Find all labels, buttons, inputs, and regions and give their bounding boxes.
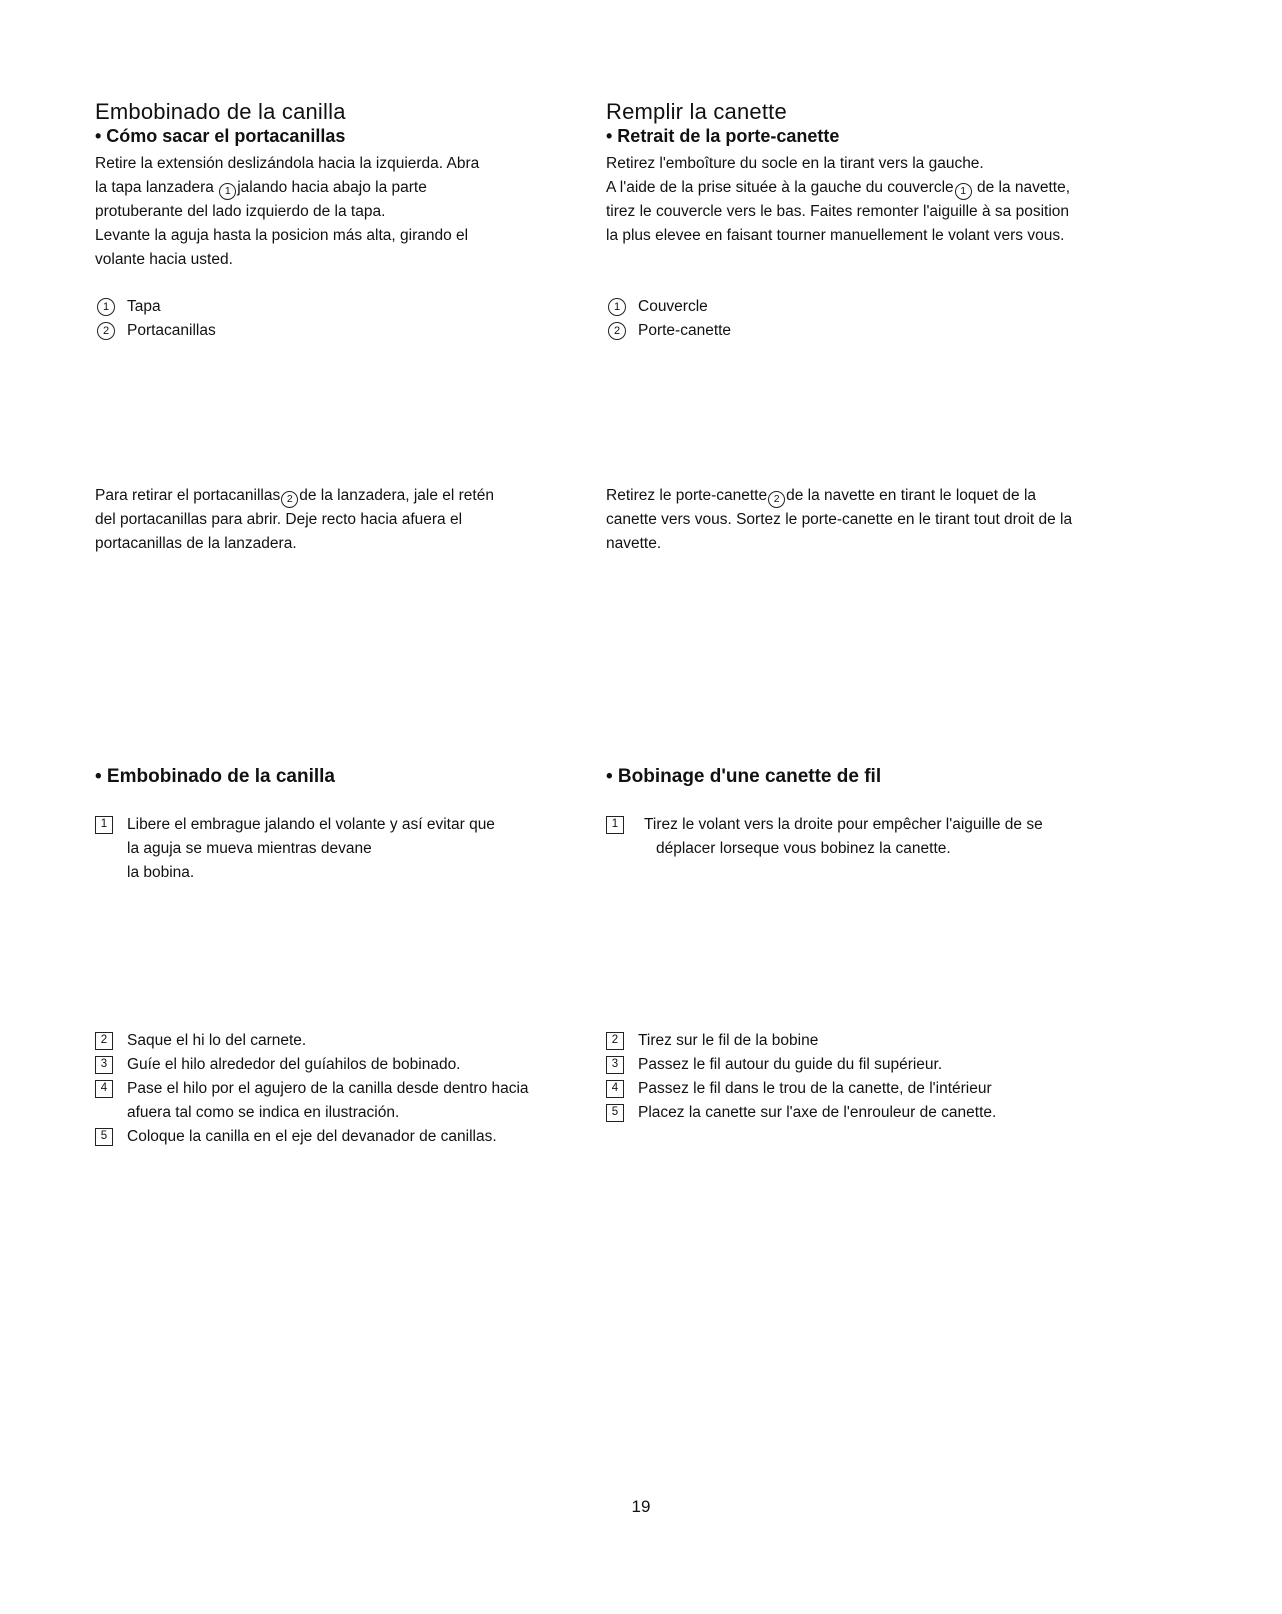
step-item bbox=[606, 1101, 1206, 1125]
step-line: Pase el hilo por el agujero de la canilla desde dentro hacia bbox=[127, 1080, 529, 1097]
step-item bbox=[606, 1053, 1206, 1077]
fr-section1-heading: • Retrait de la porte-canette bbox=[606, 126, 840, 146]
step-item bbox=[606, 1029, 1206, 1053]
step-item bbox=[95, 1125, 595, 1149]
step-text bbox=[638, 1077, 992, 1101]
callout-2-icon: 2 bbox=[768, 491, 785, 508]
es-s1-line: volante hacia usted. bbox=[95, 251, 233, 268]
step-item bbox=[606, 813, 1206, 861]
fr-s1-text: de la navette, bbox=[976, 179, 1071, 196]
step-text bbox=[127, 1125, 497, 1149]
legend-item bbox=[606, 295, 731, 319]
step-line: Passez le fil autour du guide du fil supérieur. bbox=[638, 1056, 943, 1073]
fr-p2-line: navette. bbox=[606, 535, 662, 552]
es-p2-text: de la lanzadera, jale el retén bbox=[299, 487, 494, 504]
es-p2-line: del portacanillas para abrir. Deje recto hacia afuera el bbox=[95, 511, 463, 528]
fr-steps bbox=[606, 1029, 1206, 1125]
step-number-icon: 2 bbox=[95, 1032, 113, 1050]
step-number-icon: 5 bbox=[606, 1104, 624, 1122]
step-item bbox=[95, 1029, 595, 1053]
step-line: Saque el hi lo del carnete. bbox=[127, 1032, 307, 1049]
step-line: la bobina. bbox=[127, 864, 195, 881]
step-number-icon: 3 bbox=[606, 1056, 624, 1074]
es-section1-text bbox=[95, 152, 625, 272]
fr-p2-text: de la navette en tirant le loquet de la bbox=[786, 487, 1037, 504]
fr-p2-line: canette vers vous. Sortez le porte-canette en le tirant tout droit de la bbox=[606, 511, 1073, 528]
callout-2-icon: 2 bbox=[97, 322, 115, 340]
fr-header bbox=[606, 99, 1136, 147]
es-s1-line: Levante la aguja hasta la posicion más alta, girando el bbox=[95, 227, 469, 244]
step-line: Coloque la canilla en el eje del devanador de canillas. bbox=[127, 1128, 497, 1145]
step-line: Tirez sur le fil de la bobine bbox=[638, 1032, 819, 1049]
fr-p2-line bbox=[606, 484, 1206, 508]
step-item bbox=[95, 1077, 595, 1125]
step-line: Placez la canette sur l'axe de l'enrouleur de canette. bbox=[638, 1104, 997, 1121]
callout-2-icon: 2 bbox=[281, 491, 298, 508]
es-s1-line: Retire la extensión deslizándola hacia la izquierda. Abra bbox=[95, 155, 480, 172]
step-line: la aguja se mueva mientras devane bbox=[127, 840, 372, 857]
step-number-icon: 5 bbox=[95, 1128, 113, 1146]
es-step1 bbox=[95, 813, 625, 885]
step-number-icon: 1 bbox=[606, 816, 624, 834]
legend-item bbox=[95, 319, 216, 343]
page-number: 19 bbox=[631, 1497, 651, 1516]
step-text bbox=[638, 1101, 996, 1125]
callout-1-icon: 1 bbox=[97, 298, 115, 316]
fr-s1-line: tirez le couvercle vers le bas. Faites remonter l'aiguille à sa position bbox=[606, 203, 1070, 220]
step-item bbox=[95, 1053, 595, 1077]
legend-label: Porte-canette bbox=[638, 322, 732, 339]
fr-legend bbox=[606, 295, 731, 343]
fr-section1-text bbox=[606, 152, 1206, 248]
es-header bbox=[95, 99, 625, 147]
step-number-icon: 3 bbox=[95, 1056, 113, 1074]
legend-item bbox=[95, 295, 216, 319]
es-p2-line: portacanillas de la lanzadera. bbox=[95, 535, 297, 552]
legend-label: Couvercle bbox=[638, 298, 708, 315]
fr-section2-heading: • Bobinage d'une canette de fil bbox=[606, 766, 882, 787]
step-number-icon: 4 bbox=[95, 1080, 113, 1098]
es-para2 bbox=[95, 484, 625, 556]
step-number-icon: 4 bbox=[606, 1080, 624, 1098]
fr-s1-line bbox=[606, 176, 1206, 200]
fr-s1-line: la plus elevee en faisant tourner manuellement le volant vers vous. bbox=[606, 227, 1065, 244]
step-line: Tirez le volant vers la droite pour empêcher l'aiguille de se bbox=[644, 816, 1043, 833]
step-line: afuera tal como se indica en ilustración. bbox=[127, 1104, 400, 1121]
es-legend bbox=[95, 295, 216, 343]
es-s1-line bbox=[95, 176, 625, 200]
step-text bbox=[127, 1053, 461, 1077]
fr-step1 bbox=[606, 813, 1206, 861]
callout-1-icon: 1 bbox=[955, 183, 972, 200]
fr-s1-line: Retirez l'emboîture du socle en la tirant vers la gauche. bbox=[606, 155, 984, 172]
es-section1-heading: • Cómo sacar el portacanillas bbox=[95, 126, 346, 146]
legend-label: Portacanillas bbox=[127, 322, 216, 339]
step-number-icon: 2 bbox=[606, 1032, 624, 1050]
fr-p2-text: Retirez le porte-canette bbox=[606, 487, 768, 504]
step-text bbox=[638, 813, 1043, 861]
step-text bbox=[127, 1029, 306, 1053]
step-text bbox=[127, 1077, 529, 1125]
step-line: Guíe el hilo alrededor del guíahilos de bobinado. bbox=[127, 1056, 461, 1073]
step-text bbox=[127, 813, 495, 885]
es-p2-line bbox=[95, 484, 625, 508]
callout-1-icon: 1 bbox=[219, 183, 236, 200]
es-steps bbox=[95, 1029, 595, 1149]
fr-title: Remplir la canette bbox=[606, 99, 787, 124]
fr-s1-text: A l'aide de la prise située à la gauche du couvercle bbox=[606, 179, 954, 196]
es-s1-line: protuberante del lado izquierdo de la tapa. bbox=[95, 203, 386, 220]
step-item bbox=[95, 813, 625, 885]
es-section2-heading: • Embobinado de la canilla bbox=[95, 766, 335, 787]
step-text bbox=[638, 1029, 818, 1053]
es-p2-text: Para retirar el portacanillas bbox=[95, 487, 281, 504]
step-line: déplacer lorseque vous bobinez la canette. bbox=[656, 840, 951, 857]
es-s1-text: la tapa lanzadera bbox=[95, 179, 219, 196]
callout-2-icon: 2 bbox=[608, 322, 626, 340]
step-item bbox=[606, 1077, 1206, 1101]
legend-item bbox=[606, 319, 731, 343]
es-title: Embobinado de la canilla bbox=[95, 99, 346, 124]
legend-label: Tapa bbox=[127, 298, 161, 315]
es-s1-text: jalando hacia abajo la parte bbox=[237, 179, 427, 196]
step-line: Passez le fil dans le trou de la canette, de l'intérieur bbox=[638, 1080, 992, 1097]
fr-para2 bbox=[606, 484, 1206, 556]
step-line: Libere el embrague jalando el volante y así evitar que bbox=[127, 816, 495, 833]
callout-1-icon: 1 bbox=[608, 298, 626, 316]
step-number-icon: 1 bbox=[95, 816, 113, 834]
step-text bbox=[638, 1053, 942, 1077]
